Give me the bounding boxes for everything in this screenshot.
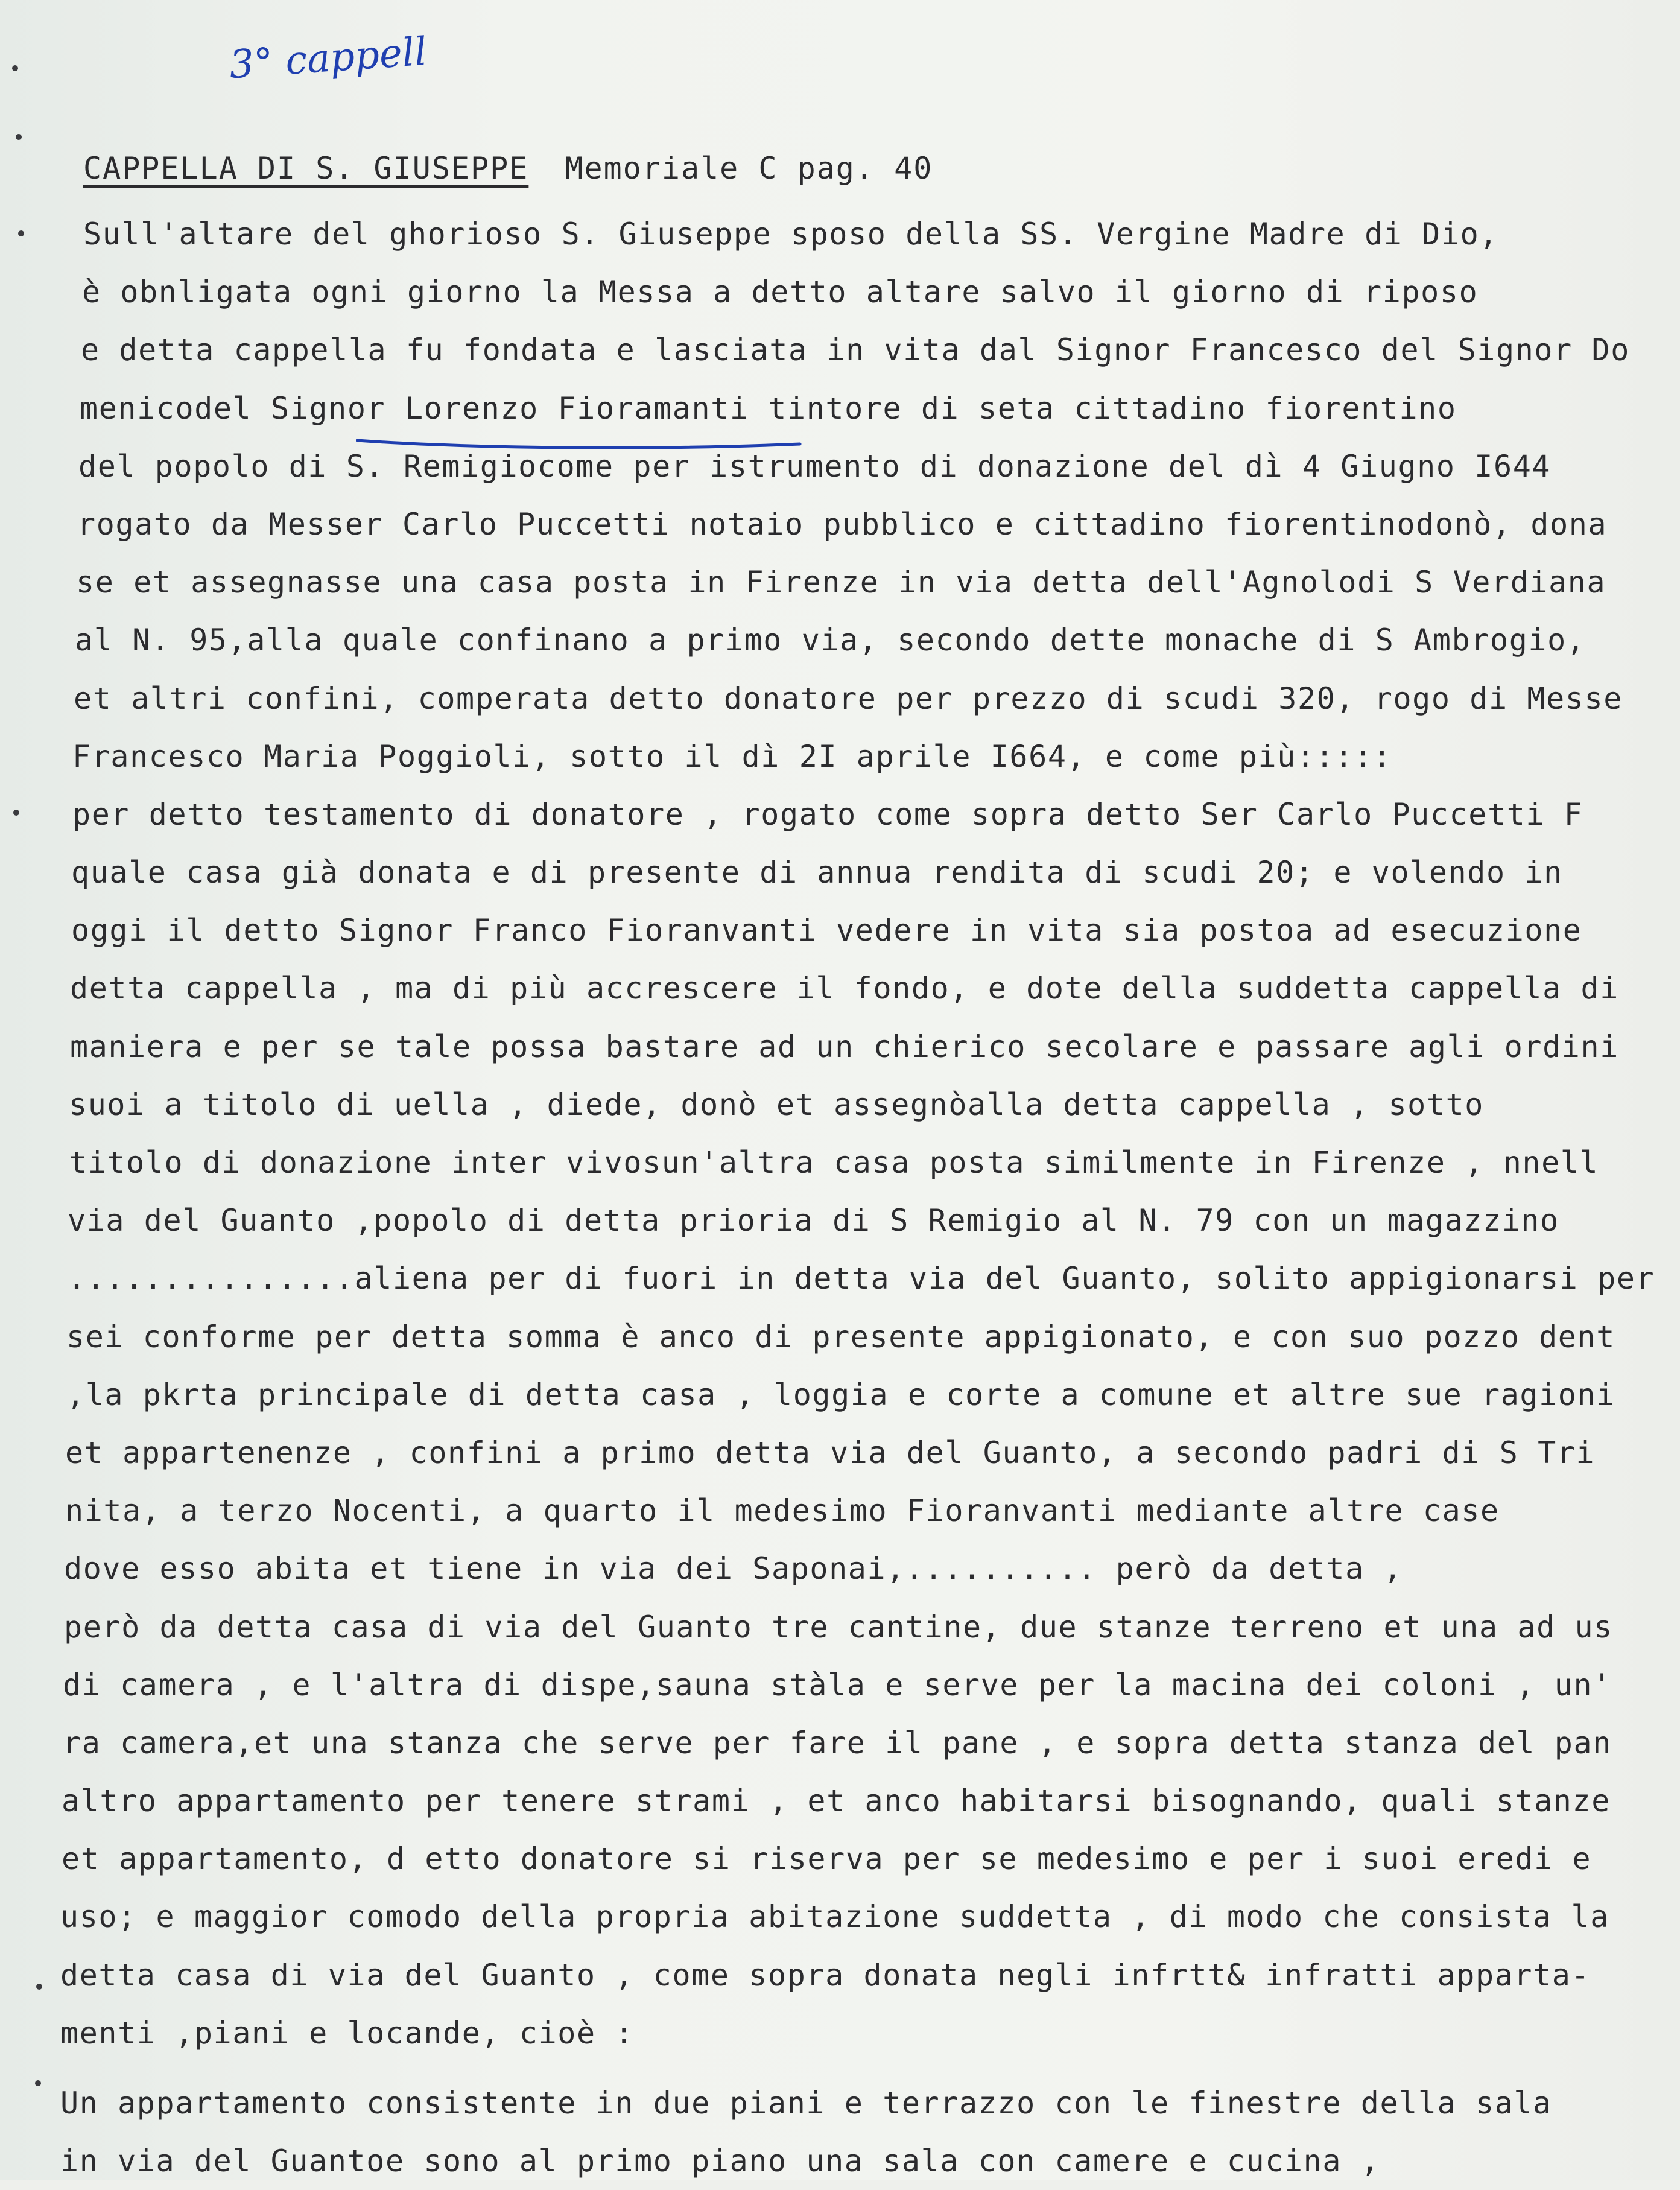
text-line: e detta cappella fu fondata e lasciata in vita dal Signor Francesco del Signor Do [81, 332, 1630, 368]
text-line: Un appartamento consistente in due piani e terrazzo con le finestre della sala [60, 2086, 1552, 2121]
text-line: Francesco Maria Poggioli, sotto il dì 2I aprile I664, e come più::::: [72, 738, 1392, 774]
text-line: altro appartamento per tenere strami , et anco habitarsi bisognando, quali stanze [62, 1783, 1611, 1819]
body-text [60, 205, 1677, 2190]
text-line: oggi il detto Signor Franco Fioranvanti vedere in vita sia postoa ad esecuzione [71, 913, 1582, 948]
text-line: al N. 95,alla quale confinano a primo via, secondo dette monache di S Ambrogio, [75, 623, 1586, 658]
document-title: CAPPELLA DI S. GIUSEPPE [83, 151, 529, 186]
text-line: però da detta casa di via del Guanto tre cantine, due stanze terreno et una ad us [64, 1609, 1613, 1645]
margin-mark [16, 134, 22, 140]
text-line: detta cappella , ma di più accrescere il fondo, e dote della suddetta cappella di [70, 971, 1619, 1006]
text-line: titolo di donazione inter vivosun'altra casa posta similmente in Firenze , nnell [69, 1145, 1599, 1180]
text-line: è obnligata ogni giorno la Messa a detto altare salvo il giorno di riposo [82, 275, 1479, 310]
text-line: menicodel Signor Lorenzo Fioramanti tintore di seta cittadino fiorentino [80, 390, 1457, 426]
margin-mark [13, 810, 19, 816]
text-line: Sull'altare del ghorioso S. Giuseppe sposo della SS. Vergine Madre di Dio, [83, 217, 1498, 252]
text-line: se et assegnasse una casa posta in Firenze in via detta dell'Agnolodi S Verdiana [76, 565, 1606, 600]
text-line: maniera e per se tale possa bastare ad un chierico secolare e passare agli ordini [70, 1029, 1619, 1064]
text-line: suoi a titolo di uella , diede, donò et assegnòalla detta cappella , sotto [69, 1087, 1484, 1122]
margin-mark [36, 1984, 42, 1990]
text-line: per detto testamento di donatore , rogato come sopra detto Ser Carlo Puccetti F [72, 796, 1583, 832]
text-line: detta casa di via del Guanto , come sopra donata negli infrtt& infratti apparta- [60, 1957, 1591, 1993]
text-line: et altri confini, comperata detto donatore per prezzo di scudi 320, rogo di Messe [74, 681, 1623, 716]
text-line: rogato da Messer Carlo Puccetti notaio pubblico e cittadino fiorentinodonò, dona [77, 506, 1608, 542]
text-line: in via del Guantoe sono al primo piano una sala con camere e cucina , [60, 2144, 1380, 2179]
text-line: dove esso abita et tiene in via dei Saponai,.......... però da detta , [64, 1551, 1403, 1587]
text-line: et appartenenze , confini a primo detta via del Guanto, a secondo padri di S Tri [65, 1435, 1596, 1470]
text-line: ,la pkrta principale di detta casa , loggia e corte a comune et altre sue ragioni [66, 1377, 1615, 1412]
heading [83, 151, 933, 186]
handwritten-annotation: 3° cappell [227, 29, 428, 88]
margin-mark [18, 230, 24, 236]
text-line: et appartamento, d etto donatore si riserva per se medesimo e per i suoi eredi e [62, 1841, 1592, 1877]
text-line: nita, a terzo Nocenti, a quarto il medesimo Fioranvanti mediante altre case [65, 1493, 1500, 1529]
text-line: ra camera,et una stanza che serve per fare il pane , e sopra detta stanza del pan [63, 1725, 1612, 1760]
text-line: uso; e maggior comodo della propria abitazione suddetta , di modo che consista la [60, 1899, 1609, 1935]
text-line: del popolo di S. Remigiocome per istrumento di donazione del dì 4 Giugno I644 [78, 448, 1552, 484]
margin-mark [35, 2080, 41, 2086]
document-reference: Memoriale C pag. 40 [565, 151, 933, 186]
text-line: ...............aliena per di fuori in detta via del Guanto, solito appigionarsi per [68, 1261, 1655, 1297]
text-line: via del Guanto ,popolo di detta prioria di S Remigio al N. 79 con un magazzino [68, 1203, 1559, 1239]
text-line: menti ,piani e locande, cioè : [60, 2015, 635, 2051]
text-line: sei conforme per detta somma è anco di presente appigionato, e con suo pozzo dent [66, 1319, 1615, 1354]
margin-mark [12, 65, 18, 71]
text-line: quale casa già donata e di presente di annua rendita di scudi 20; e volendo in [71, 855, 1563, 890]
text-line: di camera , e l'altra di dispe,sauna stàla e serve per la macina dei coloni , un' [63, 1667, 1612, 1703]
